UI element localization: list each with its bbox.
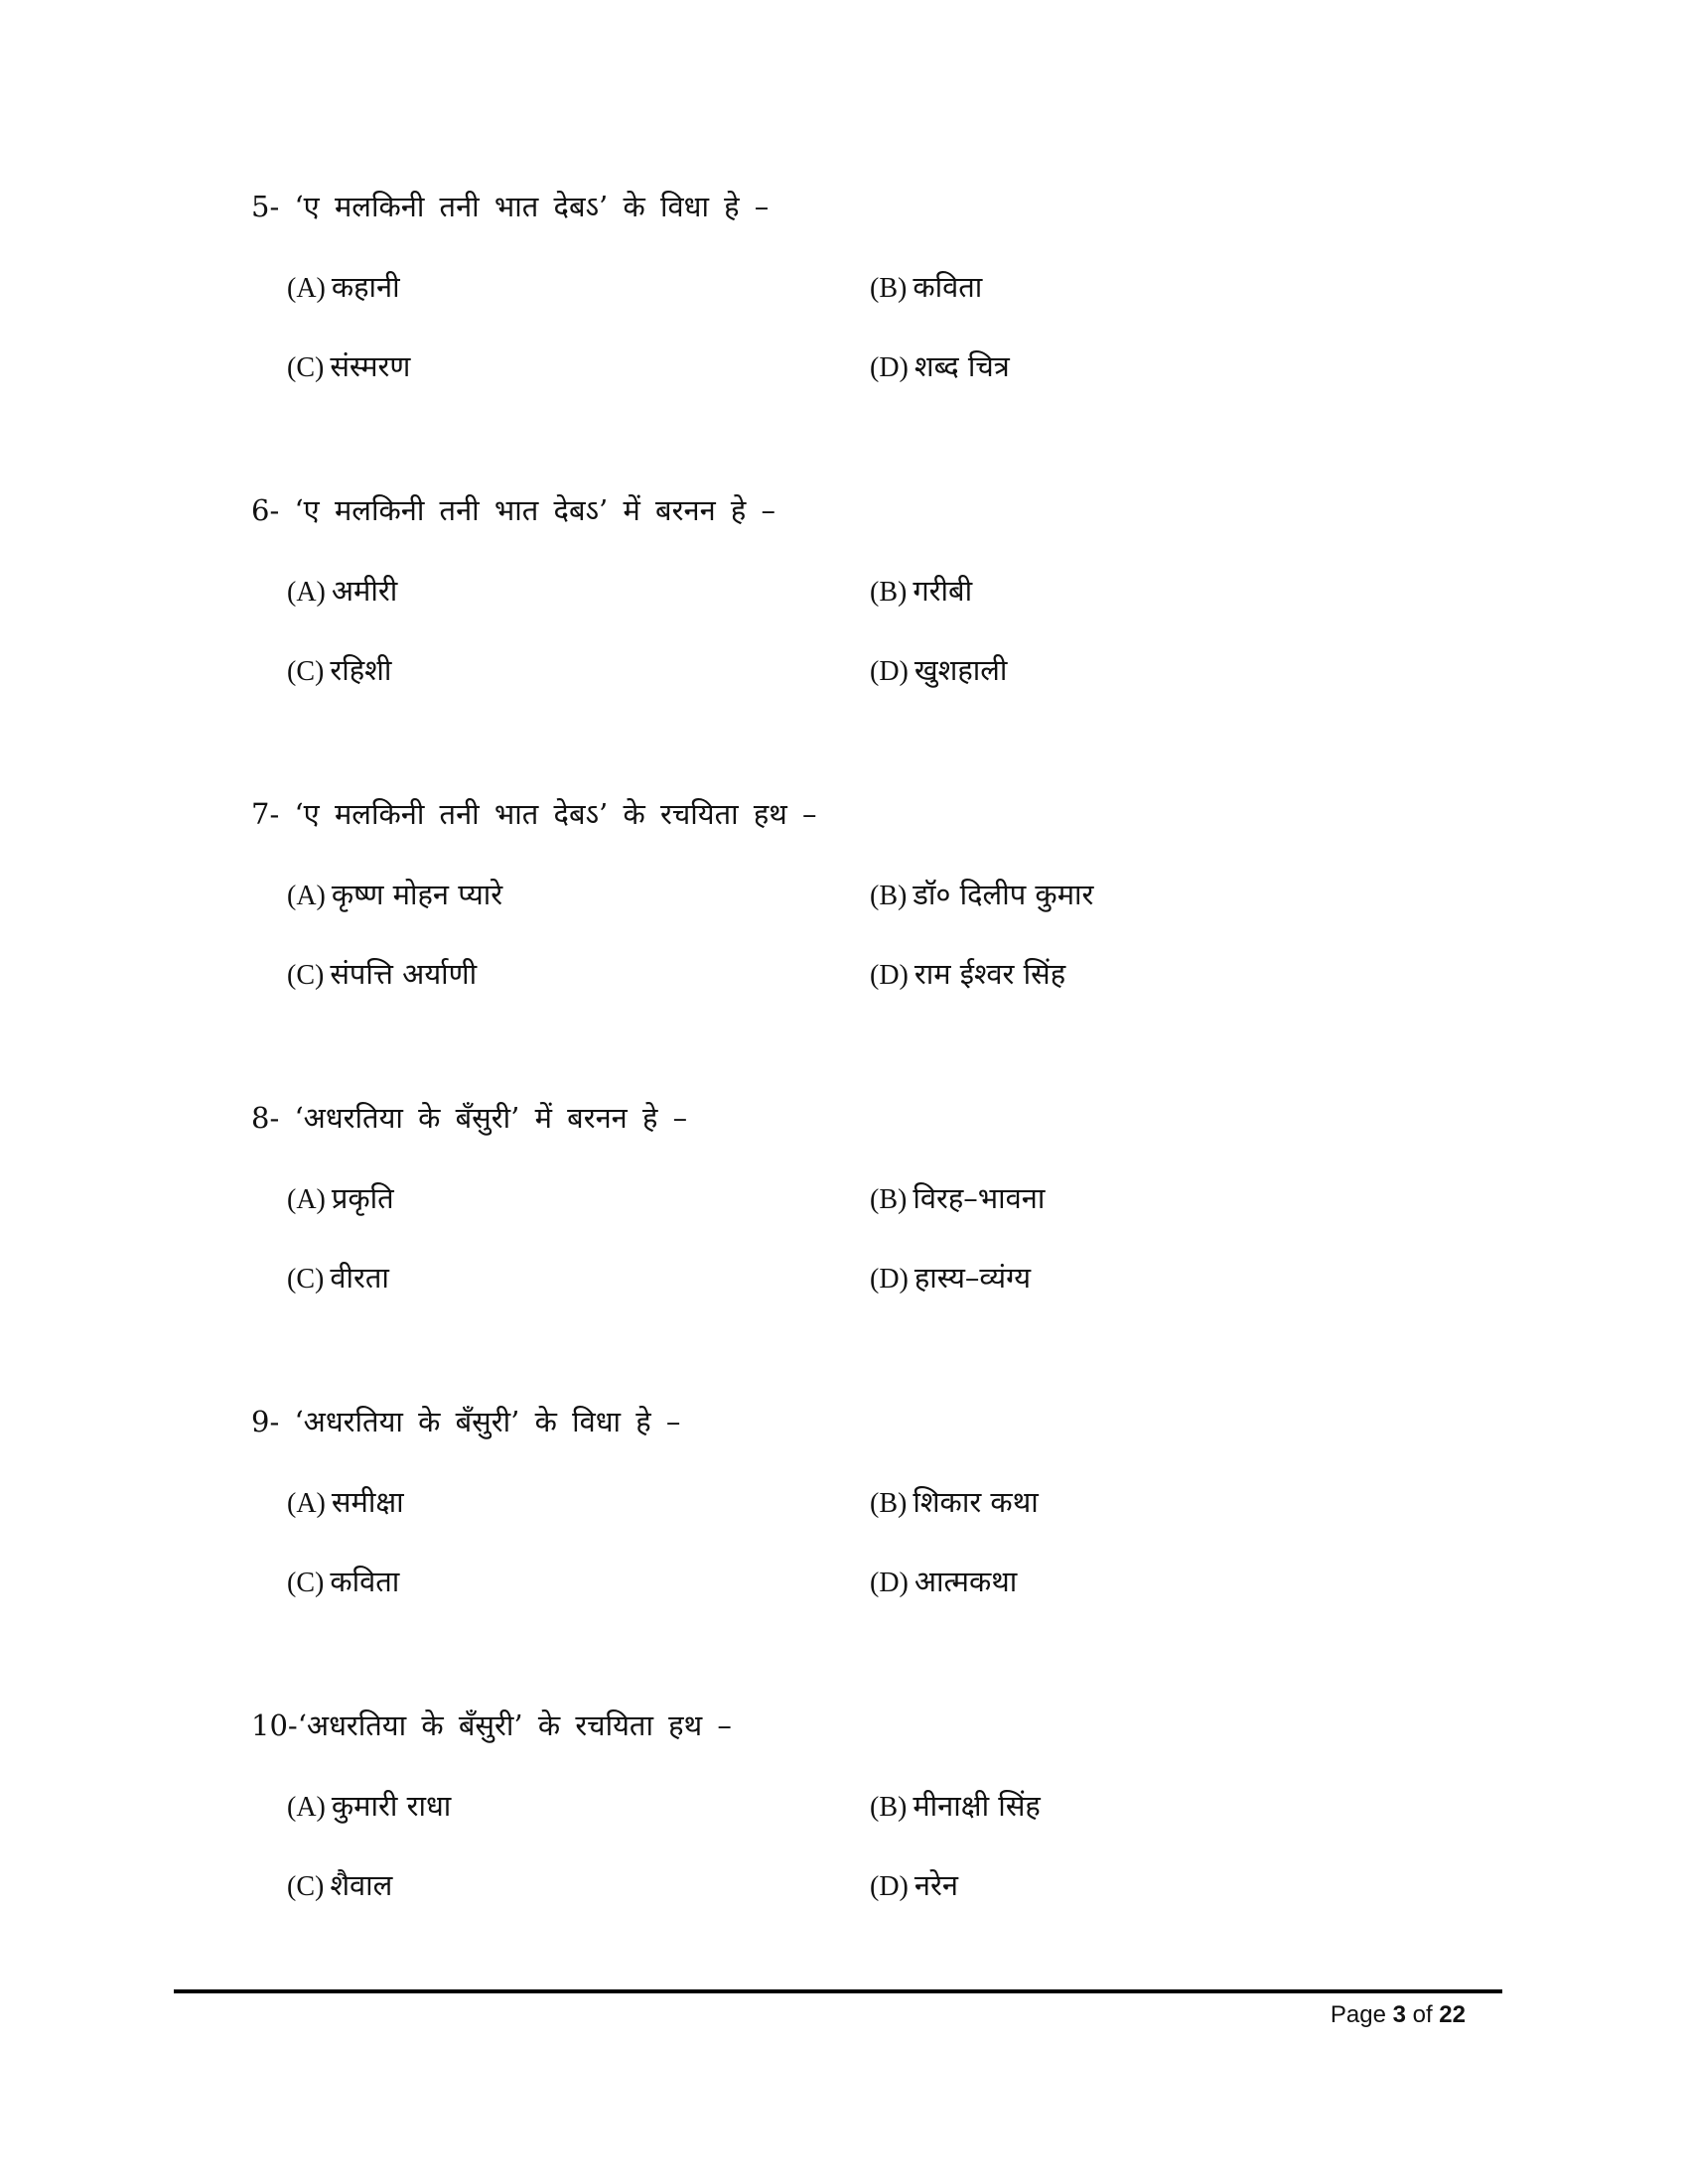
option-text: राम ईश्वर सिंह xyxy=(914,957,1066,991)
option-d xyxy=(870,954,1065,996)
option-label: (D) xyxy=(870,960,909,991)
option-label: (C) xyxy=(287,1264,325,1295)
option-text: संपत्ति अर्याणी xyxy=(330,957,478,991)
option-c xyxy=(287,954,477,996)
option-a xyxy=(287,571,397,613)
total-pages: 22 xyxy=(1439,2001,1466,2028)
option-text: शिकार कथा xyxy=(913,1485,1039,1519)
option-label: (D) xyxy=(870,656,909,687)
option-text: वीरता xyxy=(330,1261,389,1295)
option-d xyxy=(870,1865,958,1907)
option-label: (B) xyxy=(870,1792,908,1823)
option-label: (A) xyxy=(287,577,326,608)
option-label: (A) xyxy=(287,1184,326,1215)
option-label: (C) xyxy=(287,960,325,991)
option-text: कृष्ण मोहन प्यारे xyxy=(331,878,503,911)
option-text: संस्मरण xyxy=(330,349,411,383)
option-text: रहिशी xyxy=(330,653,392,687)
footer-divider xyxy=(174,1989,1502,1993)
option-b xyxy=(870,571,972,613)
option-label: (B) xyxy=(870,273,908,304)
option-text: कविता xyxy=(330,1565,400,1598)
option-text: गरीबी xyxy=(913,574,973,608)
question-text: 7- ‘ए मलकिनी तनी भात देबऽ’ के रचयिता हथ – xyxy=(251,797,817,831)
option-a xyxy=(287,267,400,309)
option-d xyxy=(870,650,1007,692)
page-number: Page 3 of 22 xyxy=(1330,2001,1466,2028)
option-label: (B) xyxy=(870,1184,908,1215)
option-text: कुमारी राधा xyxy=(331,1789,452,1823)
option-d xyxy=(870,1562,1017,1603)
question-text: 5- ‘ए मलकिनी तनी भात देबऽ’ के विधा हे – xyxy=(251,190,770,223)
option-text: नरेन xyxy=(914,1868,958,1902)
option-c xyxy=(287,346,410,388)
option-text: कविता xyxy=(913,270,983,304)
option-label: (B) xyxy=(870,577,908,608)
option-b xyxy=(870,267,982,309)
option-text: शब्द चित्र xyxy=(914,349,1010,383)
option-label: (D) xyxy=(870,1871,909,1902)
option-a xyxy=(287,1482,404,1524)
option-text: समीक्षा xyxy=(331,1485,404,1519)
option-text: कहानी xyxy=(331,270,400,304)
option-text: अमीरी xyxy=(331,574,398,608)
option-b xyxy=(870,1482,1039,1524)
option-label: (B) xyxy=(870,881,908,911)
option-label: (A) xyxy=(287,1792,326,1823)
option-label: (D) xyxy=(870,1264,909,1295)
option-text: हास्य–व्यंग्य xyxy=(914,1261,1032,1295)
option-label: (D) xyxy=(870,1568,909,1598)
option-text: प्रकृति xyxy=(331,1181,394,1215)
option-label: (C) xyxy=(287,1871,325,1902)
current-page: 3 xyxy=(1392,2001,1406,2028)
option-d xyxy=(870,1258,1031,1299)
option-text: मीनाक्षी सिंह xyxy=(913,1789,1041,1823)
option-a xyxy=(287,1786,451,1828)
option-text: शैवाल xyxy=(330,1868,393,1902)
option-label: (A) xyxy=(287,273,326,304)
option-label: (B) xyxy=(870,1488,908,1519)
option-label: (A) xyxy=(287,881,326,911)
option-c xyxy=(287,1865,392,1907)
option-b xyxy=(870,1178,1045,1220)
question-text: 10-‘अधरतिया के बँसुरी’ के रचयिता हथ – xyxy=(251,1708,732,1742)
question-text: 6- ‘ए मलकिनी तनी भात देबऽ’ में बरनन हे – xyxy=(251,493,775,527)
option-a xyxy=(287,1178,394,1220)
option-label: (C) xyxy=(287,352,325,383)
option-text: डॉ० दिलीप कुमार xyxy=(913,878,1094,911)
question-text: 9- ‘अधरतिया के बँसुरी’ के विधा हे – xyxy=(251,1405,681,1438)
option-label: (C) xyxy=(287,656,325,687)
option-label: (C) xyxy=(287,1568,325,1598)
option-b xyxy=(870,1786,1041,1828)
option-label: (A) xyxy=(287,1488,326,1519)
option-label: (D) xyxy=(870,352,909,383)
option-b xyxy=(870,875,1093,916)
option-text: विरह–भावना xyxy=(913,1181,1046,1215)
option-d xyxy=(870,346,1010,388)
option-c xyxy=(287,650,391,692)
option-text: आत्मकथा xyxy=(914,1565,1018,1598)
option-a xyxy=(287,875,502,916)
option-c xyxy=(287,1258,389,1299)
question-text: 8- ‘अधरतिया के बँसुरी’ में बरनन हे – xyxy=(251,1101,688,1135)
option-text: खुशहाली xyxy=(914,653,1008,687)
option-c xyxy=(287,1562,399,1603)
